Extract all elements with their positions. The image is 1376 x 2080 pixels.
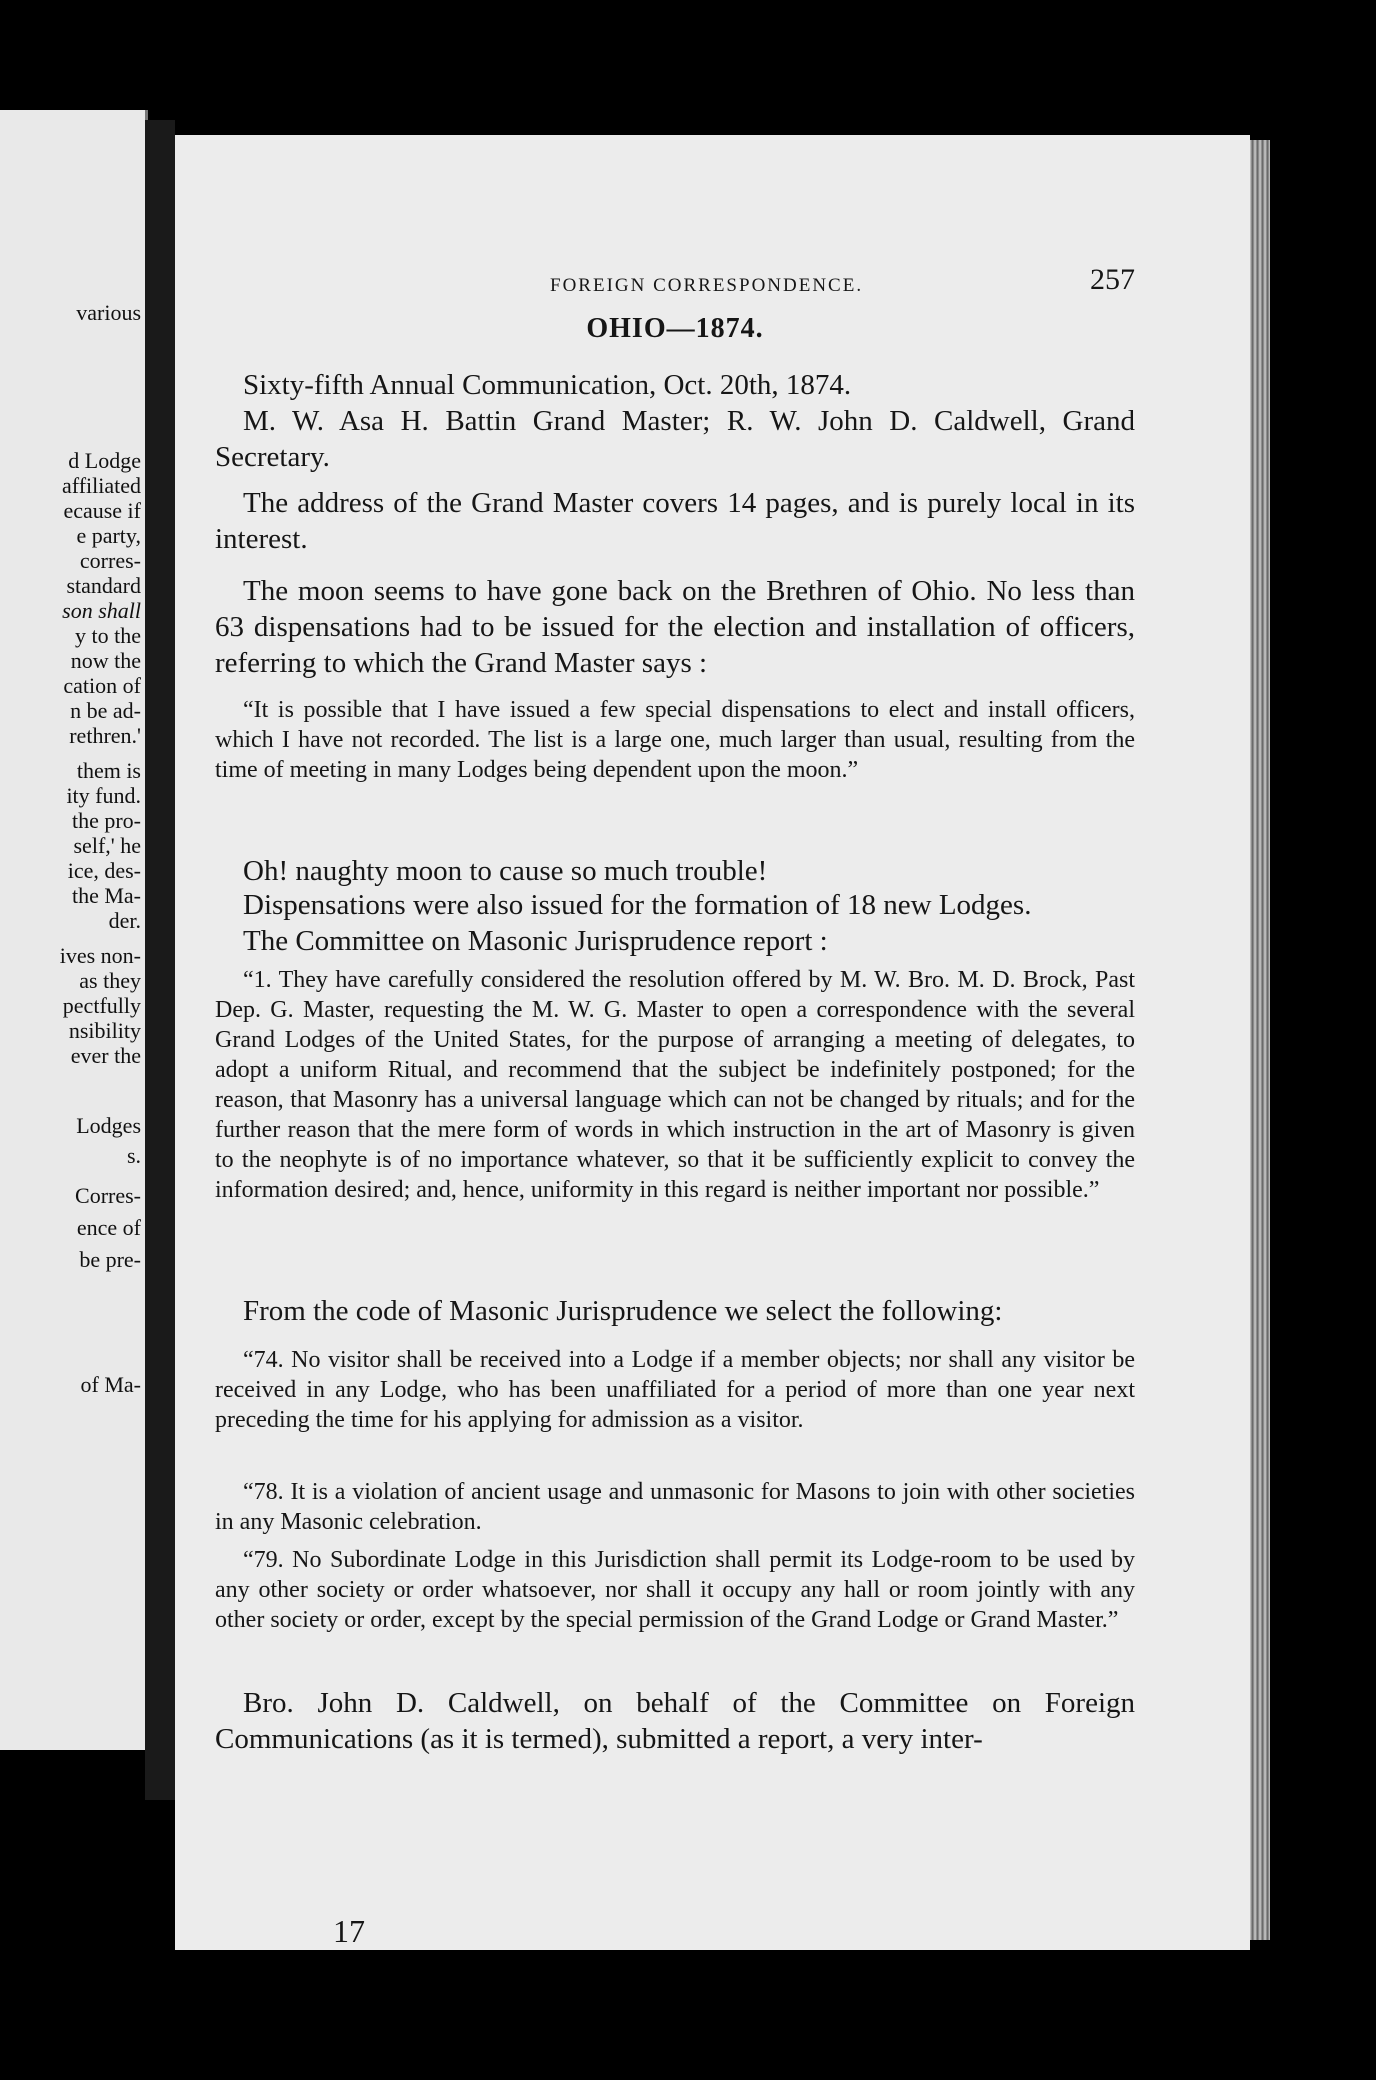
left-line: standard	[66, 573, 141, 598]
left-line: Corres-	[75, 1183, 141, 1208]
left-line: ice, des-	[67, 858, 141, 883]
left-line: Lodges	[76, 1113, 141, 1138]
left-line: the Ma-	[71, 883, 141, 908]
left-line: ives non-	[59, 943, 141, 968]
left-line: ever the	[70, 1043, 141, 1068]
left-line: der.	[108, 908, 141, 933]
paragraph: From the code of Masonic Jurisprudence we select the following:	[243, 1295, 1003, 1327]
section-title: OHIO—1874.	[586, 313, 764, 344]
paragraph: The moon seems to have gone back on the Brethren of Ohio. No less than 63 dispensations had to be issued for the election and installation of officers, referring to which the Grand Master says :	[215, 575, 1135, 679]
book-page	[175, 135, 1250, 1950]
book-gutter	[145, 120, 175, 1800]
left-line: now the	[70, 648, 141, 673]
left-line: d Lodge	[68, 448, 141, 473]
left-line: cation of	[63, 673, 141, 698]
left-line: corres-	[79, 548, 141, 573]
left-line: various	[76, 300, 141, 325]
left-page-fragment	[0, 110, 148, 1750]
page-number: 257	[1090, 263, 1135, 296]
quotation: “1. They have carefully considered the resolution offered by M. W. Bro. M. D. Brock, Past Dep. G. Master, requesting the M. W. G. Master to open a correspondence with the several Grand Lodges of the United States, for the purpose of arranging a meeting of delegates, to adopt a uniform Ritual, and recommend that the subject be indefinitely postponed; for the reason, that Masonry has a universal language which can not be changed by rituals; and for the further reason that the mere form of words in which instruction in the art of Masonry is given to the neophyte is of no importance whatever, so that it be sufficiently explicit to convey the information desired; and, hence, uniformity in this regard is neither important nor possible.”	[215, 967, 1135, 1203]
left-line: as they	[79, 968, 141, 993]
left-line: e party,	[76, 523, 141, 548]
left-line: s.	[126, 1143, 141, 1168]
running-head: FOREIGN CORRESPONDENCE.	[550, 275, 864, 296]
signature-number: 17	[333, 1913, 365, 1949]
quotation: “It is possible that I have issued a few special dispensations to elect and install officers, which I have not recorded. The list is a large one, much larger than usual, resulting from the time of meeting in many Lodges being dependent upon the moon.”	[215, 697, 1135, 783]
left-line: self,' he	[73, 833, 141, 858]
left-line: them is	[76, 758, 141, 783]
paragraph: The address of the Grand Master covers 14 pages, and is purely local in its interest.	[215, 487, 1135, 555]
paragraph: Sixty-fifth Annual Communication, Oct. 20th, 1874.	[243, 369, 852, 401]
paragraph: M. W. Asa H. Battin Grand Master; R. W. John D. Caldwell, Grand Secretary.	[215, 405, 1135, 473]
paragraph: The Committee on Masonic Jurisprudence report :	[243, 925, 828, 957]
left-line: y to the	[75, 623, 141, 648]
left-line: ity fund.	[66, 783, 141, 808]
left-line: be pre-	[79, 1247, 141, 1272]
quotation: “78. It is a violation of ancient usage and unmasonic for Masons to join with other societies in any Masonic celebration.	[215, 1479, 1135, 1535]
left-line: pectfully	[62, 993, 141, 1018]
left-line: ecause if	[63, 498, 141, 523]
quotation: “74. No visitor shall be received into a Lodge if a member objects; nor shall any visitor be received in any Lodge, who has been unaffiliated for a period of more than one year next preceding the time for his applying for admission as a visitor.	[215, 1347, 1135, 1433]
left-line: affiliated	[62, 473, 141, 498]
left-line: rethren.'	[69, 723, 141, 748]
left-line: of Ma-	[80, 1372, 141, 1397]
left-line: son shall	[62, 598, 141, 623]
page-header	[215, 263, 1135, 303]
paragraph: Bro. John D. Caldwell, on behalf of the Committee on Foreign Communications (as it is termed), submitted a report, a very inter-	[215, 1687, 1135, 1755]
left-line: n be ad-	[70, 698, 141, 723]
left-line: nsibility	[68, 1018, 141, 1043]
quotation: “79. No Subordinate Lodge in this Jurisdiction shall permit its Lodge-room to be used by any other society or order whatsoever, nor shall it occupy any hall or room jointly with any other society or order, except by the special permission of the Grand Lodge or Grand Master.”	[215, 1547, 1135, 1633]
paragraph: Dispensations were also issued for the formation of 18 new Lodges.	[243, 889, 1032, 921]
paragraph: Oh! naughty moon to cause so much trouble!	[243, 855, 768, 887]
left-line: ence of	[76, 1215, 141, 1240]
left-line: the pro-	[71, 808, 141, 833]
